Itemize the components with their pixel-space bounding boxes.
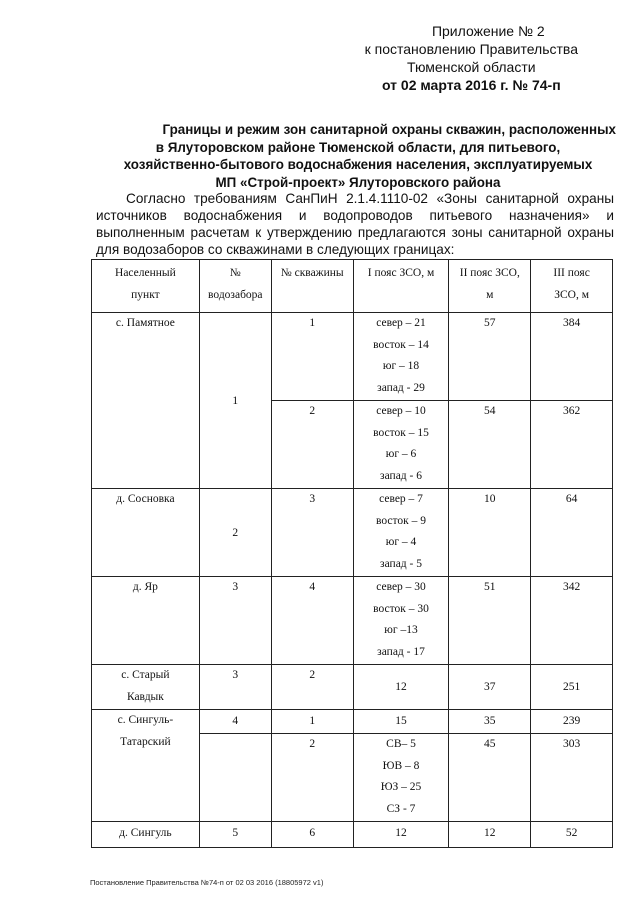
appendix-line: Тюменской области [407,59,536,75]
appendix-date: от 02 марта 2016 г. № 74-п [381,77,561,93]
cell-intake: 3 [199,665,271,710]
cell-belt-2: 54 [449,401,531,489]
cell-belt-3: 342 [531,577,613,665]
cell-belt-3: 52 [531,822,613,848]
header-belt-3: III пояс ЗСО, м [531,260,613,313]
title-line: Границы и режим зон санитарной охраны скважин, расположенных [162,122,616,137]
cell-well: 2 [271,734,353,822]
cell-belt-3: 239 [531,710,613,734]
appendix-number: Приложение № 2 [431,23,545,39]
cell-belt-1: 12 [353,822,449,848]
cell-belt-1: север – 10 восток – 15 юг – 6 запад - 6 [353,401,449,489]
cell-belt-3: 362 [531,401,613,489]
table-header-row [92,260,613,313]
cell-well: 2 [271,665,353,710]
table-row [92,577,613,665]
table-row [92,489,613,577]
cell-belt-3: 64 [531,489,613,577]
cell-belt-3: 251 [531,665,613,710]
header-intake: № водозабора [199,260,271,313]
appendix-line: к постановлению Правительства [364,41,578,57]
header-settlement: Населенный пункт [92,260,200,313]
cell-settlement: д. Яр [92,577,200,665]
cell-belt-2: 57 [449,313,531,401]
cell-intake: 5 [199,822,271,848]
cell-belt-1: 15 [353,710,449,734]
cell-intake: 4 [199,710,271,734]
cell-well: 4 [271,577,353,665]
title-line: МП «Строй-проект» Ялуторовского района [215,174,501,190]
intro-paragraph [96,190,614,258]
cell-settlement: с. Старый Кавдык [92,665,200,710]
cell-settlement: с. Памятное [92,313,200,489]
cell-belt-1: север – 30 восток – 30 юг –13 запад - 17 [353,577,449,665]
page-footer: Постановление Правительства №74-п от 02 03 2016 (18805972 v1) [90,878,324,887]
table-row [92,822,613,848]
cell-belt-2: 37 [449,665,531,710]
cell-belt-1: СВ– 5 ЮВ – 8 ЮЗ – 25 СЗ - 7 [353,734,449,822]
intro-text: Согласно требованиям СанПиН 2.1.4.1110-02 «Зоны санитарной охраны источников водоснабжения и водопроводов питьевого назначения» и выполненным расчетам к утверждению предлагаются зоны санитарной охраны для водозаборов со скважинами в следующих границах: [96,191,614,257]
cell-well: 1 [271,313,353,401]
cell-belt-1: север – 21 восток – 14 юг – 18 запад - 29 [353,313,449,401]
cell-intake: 2 [199,489,271,577]
cell-belt-1: север – 7 восток – 9 юг – 4 запад - 5 [353,489,449,577]
document-title [100,121,616,191]
cell-settlement: с. Сингуль- Татарский [92,710,200,822]
cell-belt-2: 10 [449,489,531,577]
title-line: хозяйственно-бытового водоснабжения населения, эксплуатируемых [123,157,593,173]
cell-belt-1: 12 [353,665,449,710]
appendix-header [365,22,578,94]
cell-belt-2: 12 [449,822,531,848]
table-row [92,313,613,401]
title-line: в Ялуторовском районе Тюменской области, для питьевого, [155,139,561,155]
cell-settlement: д. Сосновка [92,489,200,577]
cell-intake: 1 [199,313,271,489]
cell-settlement: д. Сингуль [92,822,200,848]
table-row [92,665,613,710]
cell-well: 6 [271,822,353,848]
cell-well: 1 [271,710,353,734]
cell-intake: 3 [199,577,271,665]
header-well: № скважины [271,260,353,313]
zso-table [91,259,613,848]
header-belt-1: I пояс ЗСО, м [353,260,449,313]
cell-belt-2: 51 [449,577,531,665]
cell-well: 2 [271,401,353,489]
header-belt-2: II пояс ЗСО, м [449,260,531,313]
cell-belt-2: 45 [449,734,531,822]
cell-belt-3: 384 [531,313,613,401]
cell-intake [199,734,271,822]
cell-well: 3 [271,489,353,577]
table-row [92,710,613,734]
cell-belt-3: 303 [531,734,613,822]
cell-belt-2: 35 [449,710,531,734]
